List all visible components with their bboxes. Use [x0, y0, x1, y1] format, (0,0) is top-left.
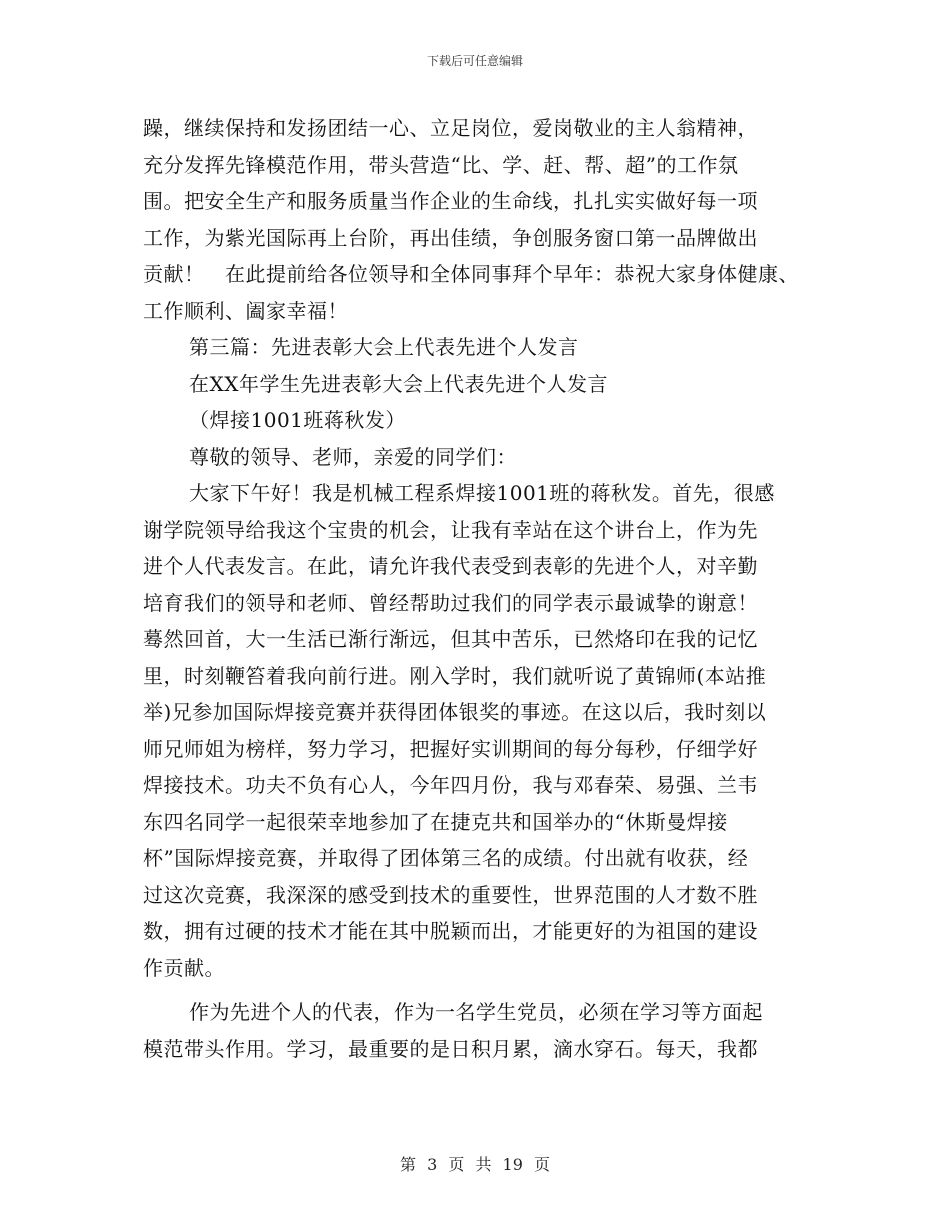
text-line: 作贡献。 — [143, 955, 225, 980]
text-line: 杯”国际焊接竞赛，并取得了团体第三名的成绩。付出就有收获，经 — [143, 846, 749, 870]
text-line: 培育我们的领导和老师、曾经帮助过我们的同学表示最诚挚的谢意！ — [143, 590, 758, 615]
page-header: 下载后可任意编辑 — [426, 54, 523, 68]
page-number: 第 3 页 共 19 页 — [400, 1155, 550, 1174]
text-line: 举)兄参加国际焊接竞赛并获得团体银奖的事迹。在这以后，我时刻以 — [143, 700, 767, 724]
section-title: 第三篇：先进表彰大会上代表先进个人发言 — [189, 335, 579, 359]
text-line: 东四名同学一起很荣幸地参加了在捷克共和国举办的“休斯曼焊接 — [143, 809, 728, 834]
text-line: 蓦然回首，大一生活已渐行渐远，但其中苦乐，已然烙印在我的记忆 — [143, 627, 758, 651]
speaker-line: （焊接1001班蒋秋发） — [189, 408, 406, 432]
text-line: 躁，继续保持和发扬团结一心、立足岗位，爱岗敬业的主人翁精神， — [143, 116, 758, 140]
text-line: 数，拥有过硬的技术才能在其中脱颖而出，才能更好的为祖国的建设 — [143, 919, 758, 943]
text-line: 过这次竞赛，我深深的感受到技术的重要性，世界范围的人才数不胜 — [143, 882, 758, 907]
text-line: 里，时刻鞭笞着我向前行进。刚入学时，我们就听说了黄锦师(本站推 — [143, 663, 767, 688]
text-line: 焊接技术。功夫不负有心人，今年四月份，我与邓春荣、易强、兰韦 — [143, 773, 758, 797]
document-body — [143, 110, 843, 1067]
text-line: 模范带头作用。学习，最重要的是日积月累，滴水穿石。每天，我都 — [143, 1036, 758, 1061]
text-line: 充分发挥先锋模范作用，带头营造“比、学、赶、帮、超”的工作氛 — [143, 152, 739, 177]
text-line: 大家下午好！我是机械工程系焊接1001班的蒋秋发。首先，很感 — [189, 481, 775, 505]
speech-title: 在XX年学生先进表彰大会上代表先进个人发言 — [189, 371, 608, 396]
text-line: 谢学院领导给我这个宝贵的机会，让我有幸站在这个讲台上，作为先 — [143, 517, 758, 542]
text-line: 进个人代表发言。在此，请允许我代表受到表彰的先进个人，对辛勤 — [143, 554, 758, 578]
text-line: 工作，为紫光国际再上台阶，再出佳绩，争创服务窗口第一品牌做出 — [143, 225, 758, 250]
text-line: 作为先进个人的代表，作为一名学生党员，必须在学习等方面起 — [189, 1000, 763, 1024]
text-line: 师兄师姐为榜样，努力学习，把握好实训期间的每分每秒，仔细学好 — [143, 736, 758, 761]
text-line: 工作顺利、阖家幸福！ — [143, 298, 348, 323]
text-line: 贡献！ 在此提前给各位领导和全体同事拜个早年：恭祝大家身体健康、 — [143, 262, 799, 286]
salutation: 尊敬的领导、老师，亲爱的同学们： — [189, 444, 517, 469]
text-line: 围。把安全生产和服务质量当作企业的生命线，扎扎实实做好每一项 — [143, 189, 758, 213]
